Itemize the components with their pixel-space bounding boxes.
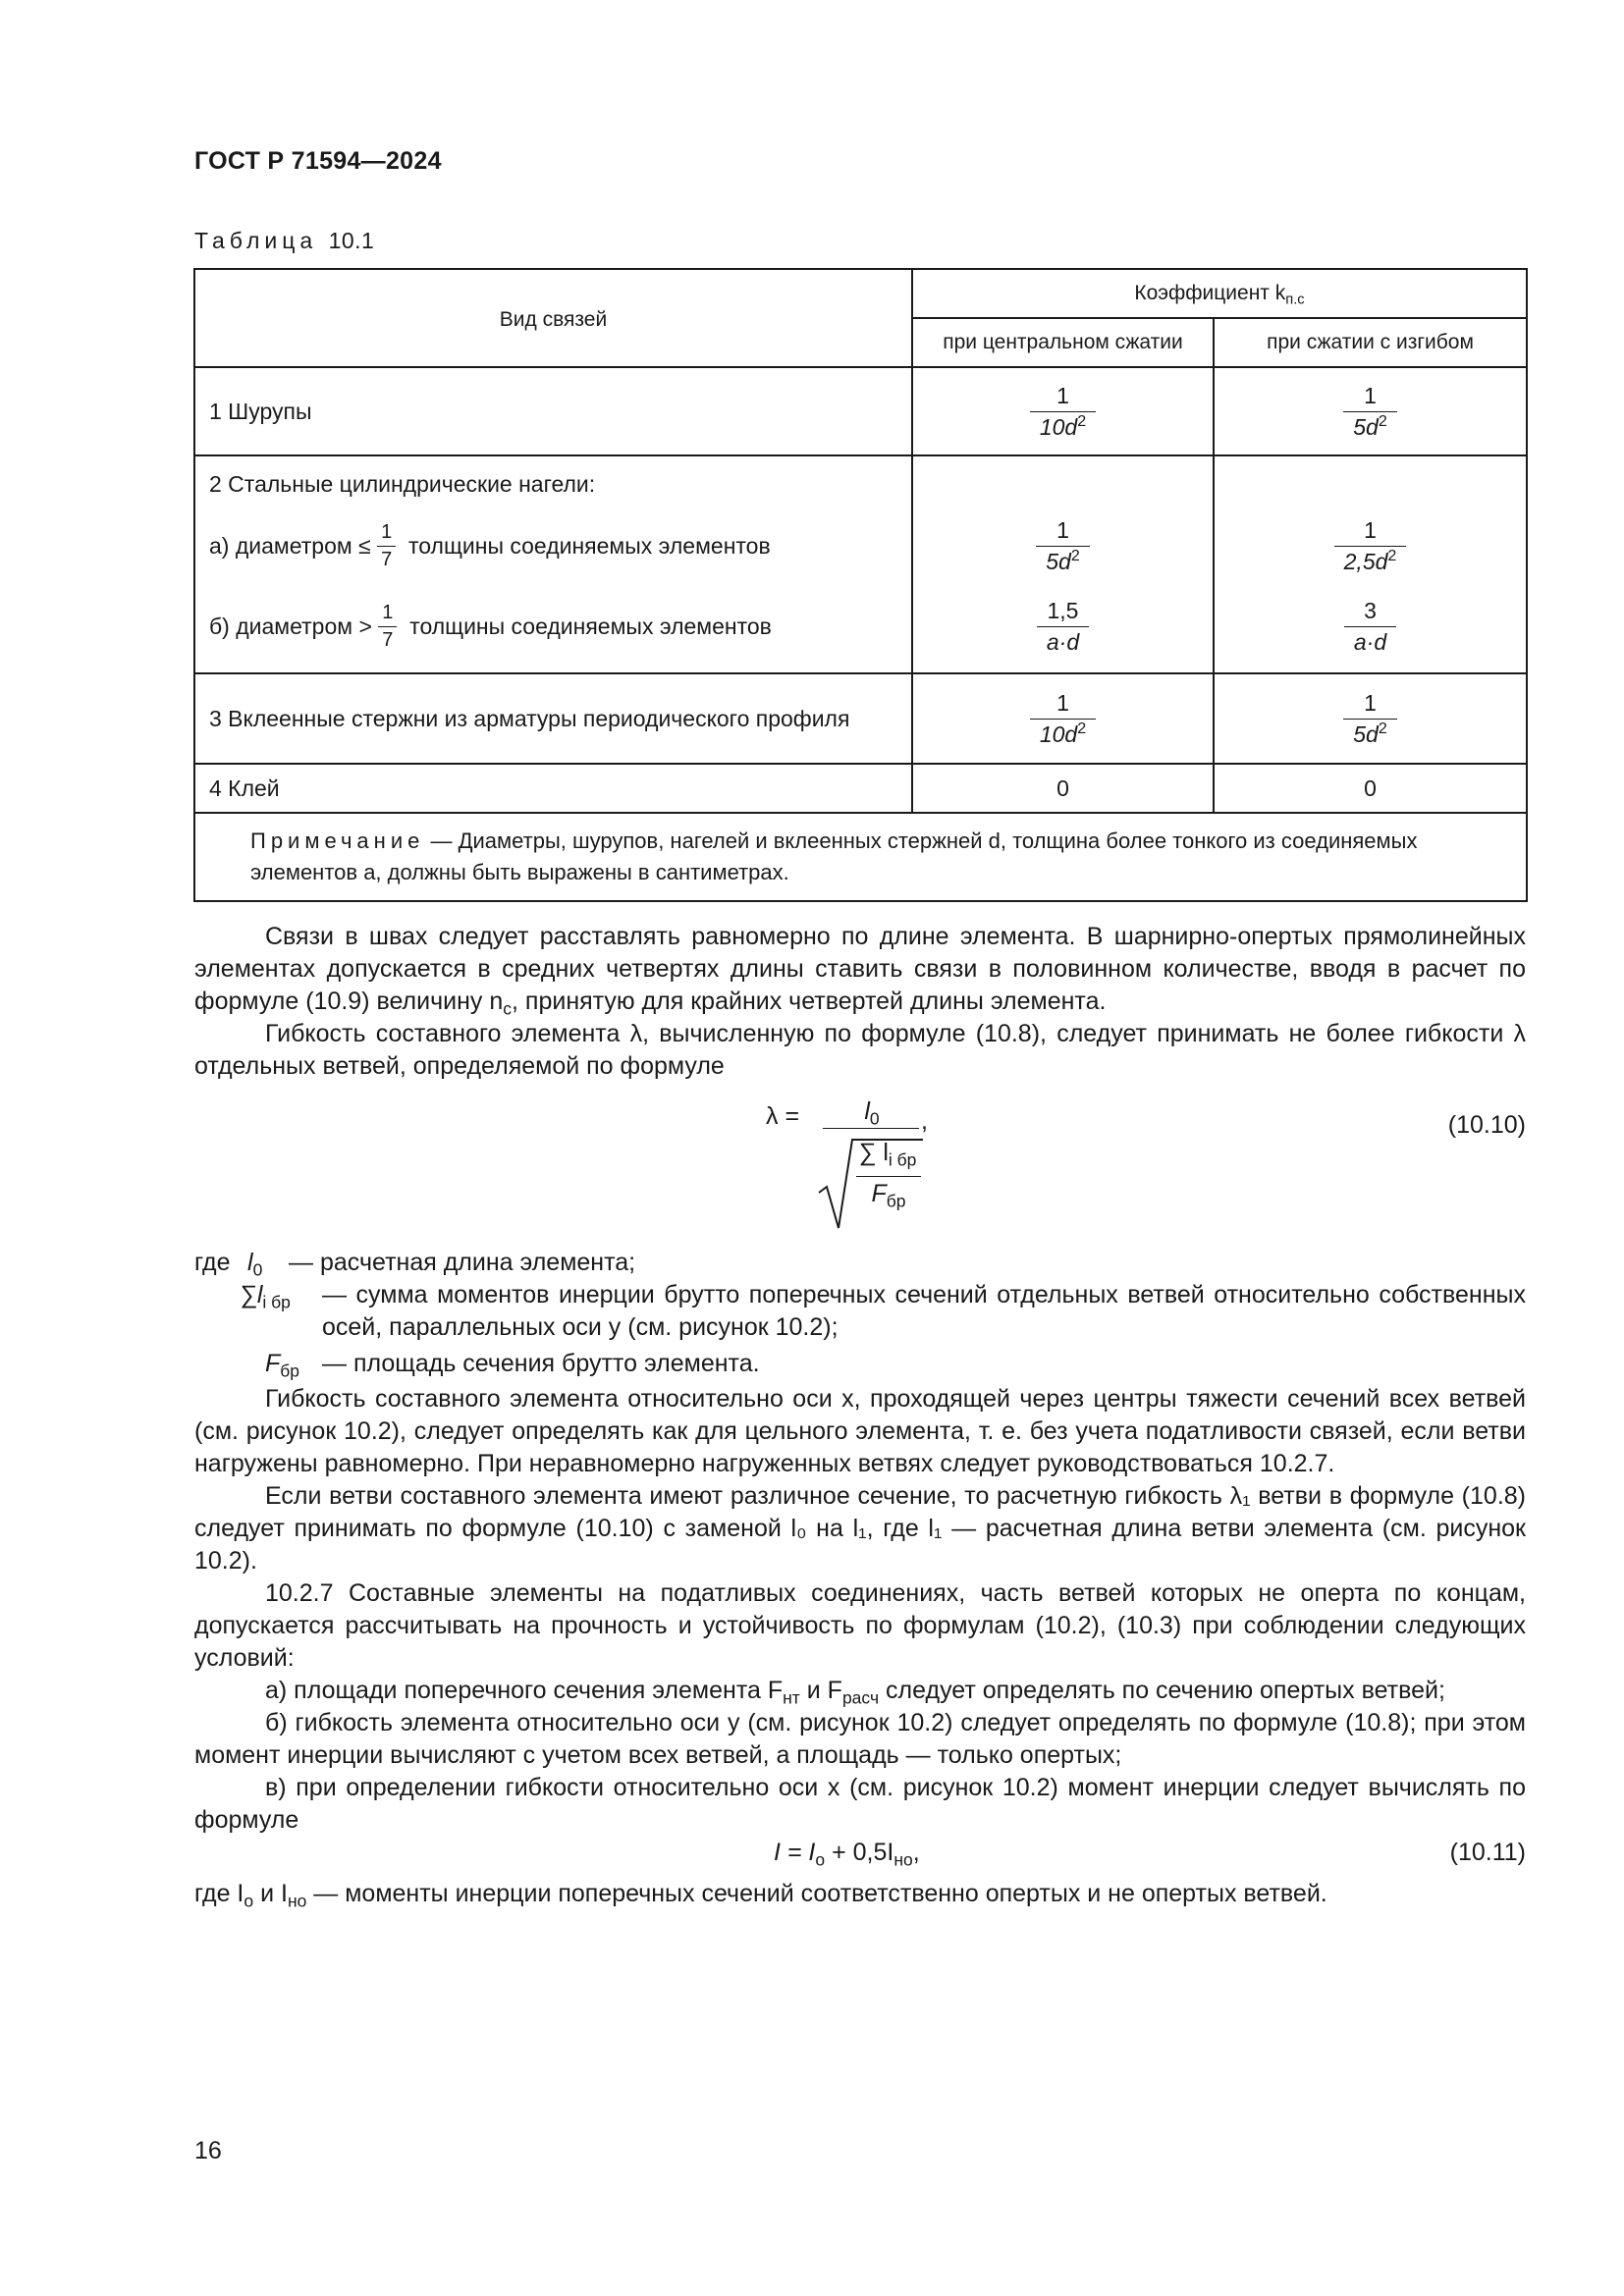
row-value: $\frac{1}{5d^2}$ — [1214, 673, 1527, 764]
paragraph: в) при определении гибкости относительно оси x (см. рисунок 10.2) момент инерции следует вычислять по формуле — [194, 1774, 1526, 1834]
paragraph: где $I_о$ и $I_{но}$ — моменты инерции поперечных сечений соответственно опертых и не опертых ветвей. — [194, 1880, 1327, 1911]
row-label: 2 Стальные цилиндрические нагели: — [209, 471, 596, 497]
row-value: 0 — [912, 764, 1214, 813]
equation: $I = I_о + 0,5I_{но}$, — [774, 1839, 920, 1870]
paragraph: Если ветви составного элемента имеют различное сечение, то расчетную гибкость λ₁ ветви в формуле (10.8) следует принимать по формуле (10.10) с заменой l₀ на l₁, где l₁ — расчетная длина ветви элемента (см. рисунок 10.2). — [194, 1482, 1526, 1575]
definition-item: где $l_0$ — расчетная длина элемента; — [194, 1249, 636, 1280]
table-row — [194, 764, 1527, 813]
paragraph: а) площади поперечного сечения элемента $F_{нт}$ и $F_{расч}$ следует определять по сечению опертых ветвей; — [265, 1677, 1445, 1708]
formula-numerator: $l_0$ — [864, 1097, 880, 1129]
inner-fraction-bar — [856, 1176, 921, 1177]
table-caption-label: Таблица — [194, 228, 318, 253]
fraction-bar — [823, 1128, 919, 1129]
row-label: 1 Шурупы — [194, 367, 912, 455]
paragraph: Гибкость составного элемента относительно оси x, проходящей через центры тяжести сечений всех ветвей (см. рисунок 10.2), следует определять как для цельного элемента, т. е. без учета податливости связей, если ветви нагружены равномерно. При неравномерно нагруженных ветвях следует руководствоваться 10.2.7. — [194, 1385, 1526, 1477]
row-label: 3 Вклеенные стержни из арматуры периодического профиля — [194, 673, 912, 764]
table-row — [194, 367, 1527, 455]
body-text-top — [194, 921, 1526, 1083]
paragraph: Связи в швах следует расставлять равномерно по длине элемента. В шарнирно-опертых прямолинейных элементах допускается в средних четвертях длины ставить связи в половинном количестве, вводя в расчет по формуле (10.9) величину $n_с$, принятую для крайних четвертей длины элемента. — [194, 923, 1526, 1019]
definitions — [194, 1247, 1526, 1380]
row-value: $\frac{1}{10d^2}$ — [912, 367, 1214, 455]
table-row — [194, 455, 1527, 673]
inner-denominator: $F_{бр}$ — [871, 1180, 906, 1211]
page-number: 16 — [194, 2137, 222, 2164]
coefficient-table — [193, 268, 1528, 902]
header-bending: при сжатии с изгибом — [1214, 318, 1527, 367]
paragraph: 10.2.7 Составные элементы на податливых соединениях, часть ветвей которых не оперта по концам, допускается рассчитывать на прочность и устойчивость по формулам (10.2), (10.3) при соблюдении следующих условий: — [194, 1579, 1526, 1672]
row-label: б) диаметром > $\frac{1}{7}$ толщины соединяемых элементов — [209, 601, 772, 651]
header-kind: Вид связей — [194, 269, 912, 367]
table-note: Примечание — Диаметры, шурупов, нагелей и вклеенных стержней d, толщина более тонкого из соединяемых элементов a, должны быть выражены в сантиметрах. — [194, 813, 1527, 901]
table-caption — [194, 228, 374, 254]
header-coefficient: Коэффициент $k_{п.с}$ — [912, 269, 1527, 318]
body-text-bottom — [194, 1383, 1526, 1910]
row-label: 4 Клей — [194, 764, 912, 813]
inner-numerator: ∑ $l_{i бр}$ — [858, 1139, 917, 1170]
definition-item: $\sum l_{i бр}$ — сумма моментов инерции брутто поперечных сечений отдельных ветвей относительно собственных осей, параллельных оси y (см. рисунок 10.2); — [240, 1281, 1526, 1341]
row-label: а) диаметром ≤ $\frac{1}{7}$ толщины соединяемых элементов — [209, 520, 771, 570]
row-value: $\frac{1}{10d^2}$ — [912, 673, 1214, 764]
table-caption-number: 10.1 — [328, 228, 375, 253]
row-value: $\frac{1}{5d^2}$ — [1214, 367, 1527, 455]
equation-number: (10.10) — [1447, 1111, 1526, 1139]
row-value: 0 — [1214, 764, 1527, 813]
paragraph: Гибкость составного элемента λ, вычисленную по формуле (10.8), следует принимать не более гибкости λ отдельных ветвей, определяемой по формуле — [194, 1020, 1526, 1080]
formula-comma: , — [921, 1107, 928, 1135]
lambda-symbol: λ = — [766, 1102, 800, 1130]
equation-number: (10.11) — [1449, 1839, 1526, 1866]
row-value: $\frac{1}{2,5d^2}$ $\frac{3}{a\cdot d}$ — [1214, 455, 1527, 673]
paragraph: б) гибкость элемента относительно оси y (см. рисунок 10.2) следует определять по формуле (10.8); при этом момент инерции вычисляют с учетом всех ветвей, а площадь — только опертых; — [194, 1709, 1526, 1769]
document-header: ГОСТ Р 71594—2024 — [194, 147, 442, 175]
definition-item: $F_{бр}$ — площадь сечения брутто элемента. — [265, 1350, 760, 1381]
header-central: при центральном сжатии — [912, 318, 1214, 367]
table-row — [194, 673, 1527, 764]
row-value: $\frac{1}{5d^2}$ $\frac{1,5}{a\cdot d}$ — [912, 455, 1214, 673]
formula-10-11 — [194, 1837, 1526, 1872]
